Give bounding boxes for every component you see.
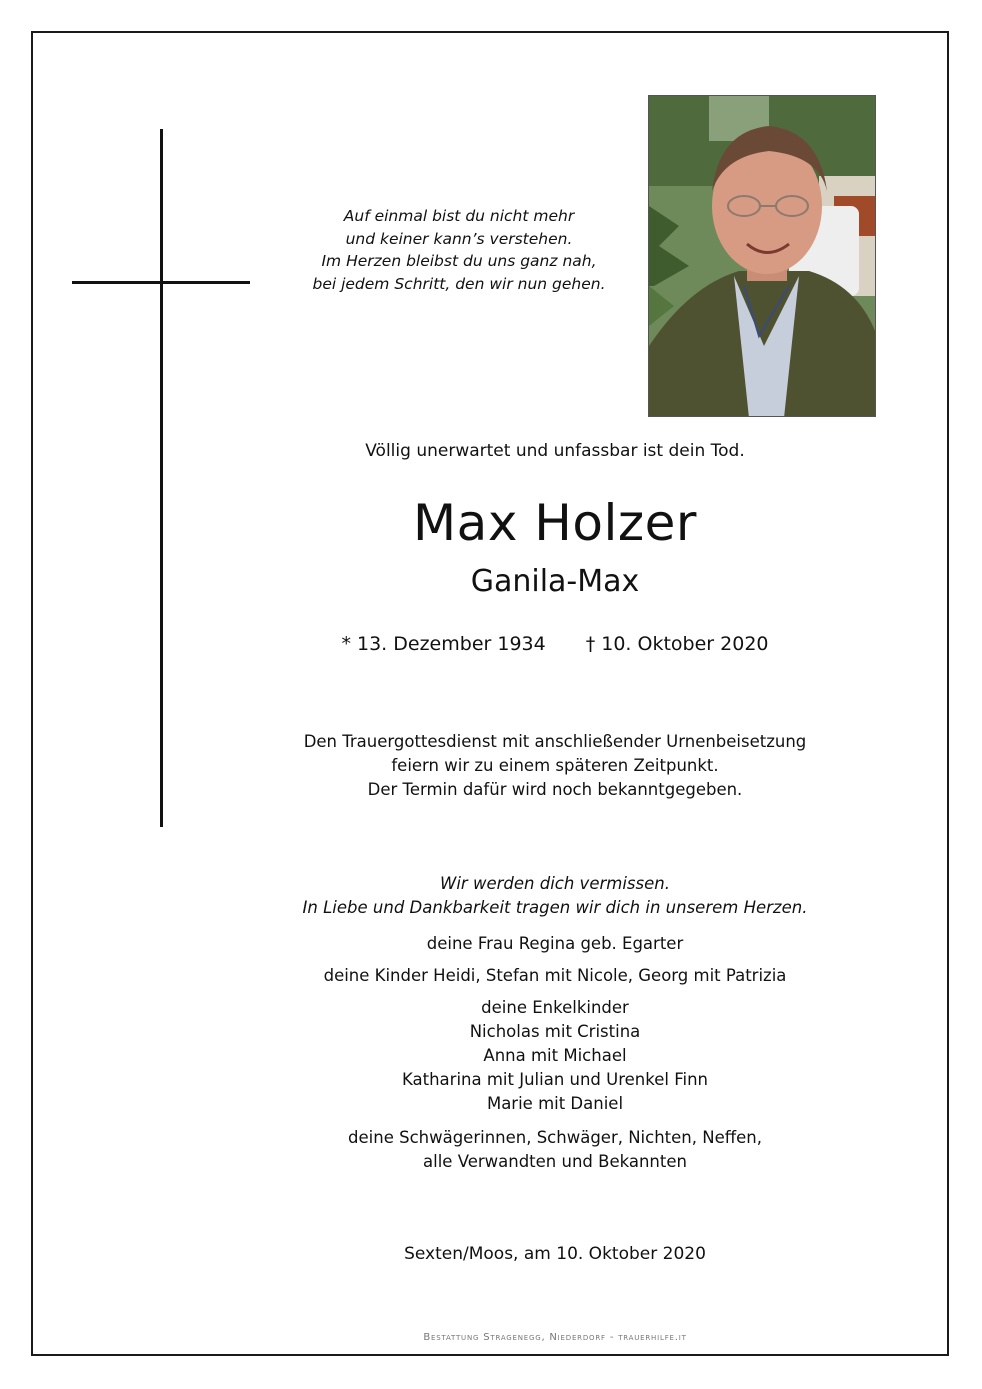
verse-line: bei jedem Schritt, den wir nun gehen. [312, 274, 606, 293]
life-dates [250, 630, 860, 658]
service-line: Den Trauergottesdienst mit anschließender Urnenbeisetzung [303, 732, 807, 751]
grandchildren-line: Katharina mit Julian und Urenkel Finn [401, 1070, 708, 1089]
grandchildren-line: Nicholas mit Cristina [469, 1022, 641, 1041]
cross-icon-vertical-bar [160, 129, 163, 827]
mourner-grandchildren [250, 996, 860, 1116]
relatives-line: alle Verwandten und Bekannten [423, 1152, 687, 1171]
mourner-wife: deine Frau Regina geb. Egarter [426, 934, 684, 953]
mourner-relatives [250, 1126, 860, 1174]
grandchildren-line: Anna mit Michael [483, 1046, 627, 1065]
verse [300, 205, 618, 295]
footer-credit: Bestattung Stragenegg, Niederdorf - trauerhilfe.it [423, 1332, 687, 1343]
cross-icon-horizontal-bar [72, 281, 250, 284]
place-and-date: Sexten/Moos, am 10. Oktober 2020 [404, 1244, 706, 1264]
service-notice [250, 730, 860, 802]
verse-line: Im Herzen bleibst du uns ganz nah, [321, 252, 597, 270]
verse-line: und keiner kann’s verstehen. [345, 229, 573, 248]
farewell-line: In Liebe und Dankbarkeit tragen wir dich in unserem Herzen. [302, 898, 808, 917]
farewell-line: Wir werden dich vermissen. [440, 874, 670, 893]
relatives-line: deine Schwägerinnen, Schwäger, Nichten, Neffen, [348, 1128, 762, 1147]
portrait-photo [648, 95, 876, 417]
grandchildren-line: deine Enkelkinder [481, 998, 629, 1017]
birth-date: * 13. Dezember 1934 [341, 633, 546, 655]
deceased-name: Max Holzer [413, 494, 697, 552]
death-date: † 10. Oktober 2020 [585, 633, 769, 655]
deceased-nickname: Ganila-Max [470, 564, 640, 599]
mourner-children: deine Kinder Heidi, Stefan mit Nicole, Georg mit Patrizia [323, 966, 787, 985]
farewell-message [250, 872, 860, 920]
service-line: feiern wir zu einem späteren Zeitpunkt. [391, 756, 719, 775]
grandchildren-line: Marie mit Daniel [486, 1094, 624, 1113]
service-line: Der Termin dafür wird noch bekanntgegeben. [367, 780, 743, 799]
tagline: Völlig unerwartet und unfassbar ist dein Tod. [365, 441, 745, 461]
verse-line: Auf einmal bist du nicht mehr [343, 207, 575, 225]
